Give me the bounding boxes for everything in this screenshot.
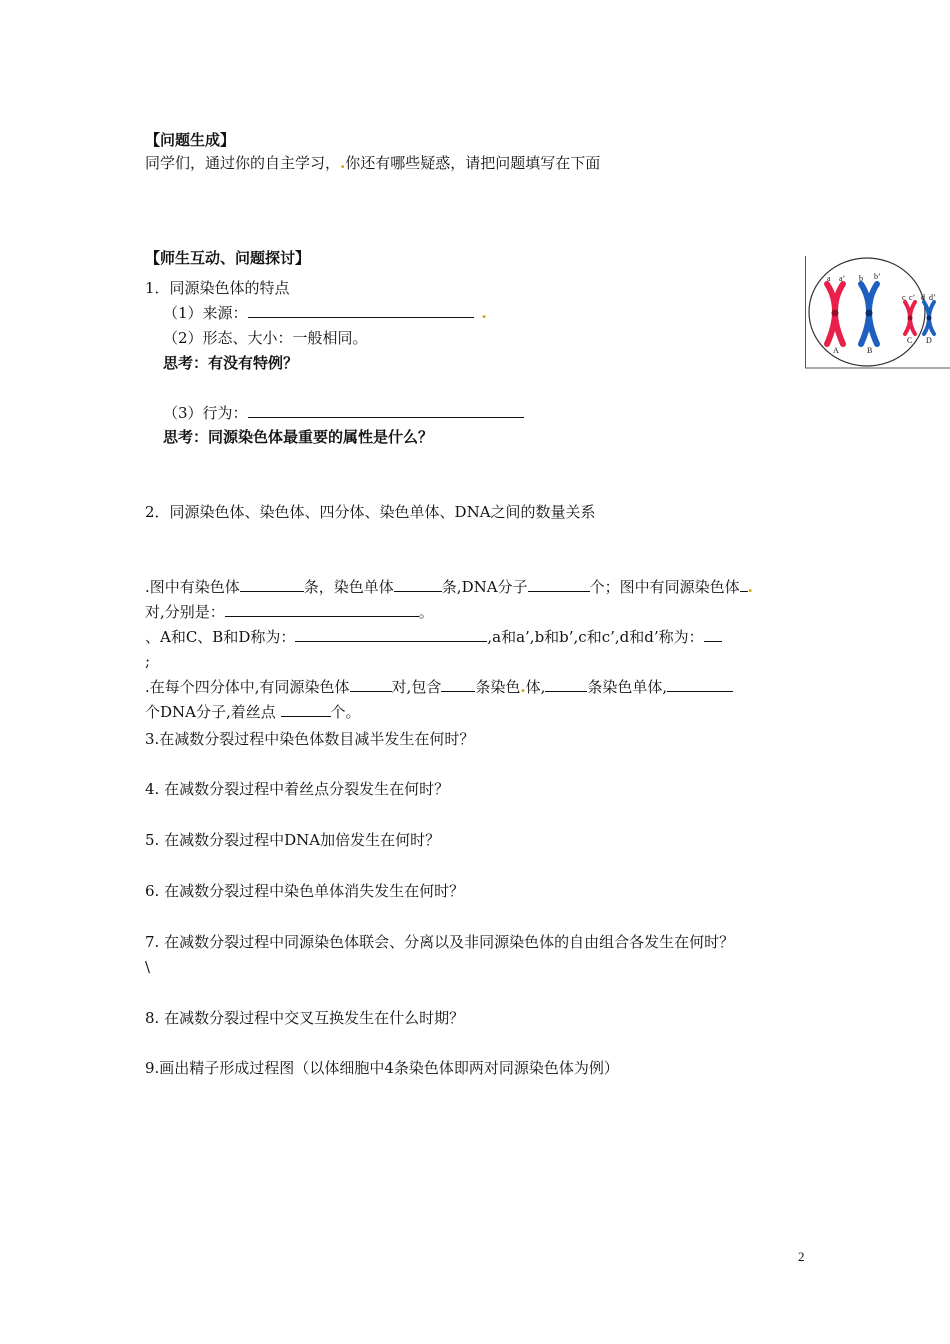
label-C: C [907, 336, 913, 345]
q9: 9.画出精子形成过程图（以体细胞中4条染色体即两对同源染色体为例） [145, 1059, 619, 1077]
q7: 7. 在减数分裂过程中同源染色体联会、分离以及非同源染色体的自由组合各发生在何时？ [145, 933, 735, 951]
answer-blank[interactable] [704, 627, 722, 642]
q1-behavior-line [163, 403, 524, 423]
q1-title: 1．同源染色体的特点 [145, 279, 290, 297]
q1-source-label: （1）来源： [163, 304, 248, 322]
q1-behavior-label: （3）行为： [163, 404, 248, 422]
intro-text-a: 同学们，通过你的自主学习， [145, 154, 341, 172]
label-c-prime: c’ [909, 293, 916, 302]
label-a-prime: a’ [839, 274, 846, 283]
q4: 4. 在减数分裂过程中着丝点分裂发生在何时？ [145, 780, 450, 798]
answer-blank[interactable] [248, 403, 524, 418]
text: 、A和C、B和D称为： [145, 628, 296, 646]
text: 条,DNA分子 [441, 578, 528, 596]
label-c: c [902, 293, 906, 302]
answer-blank[interactable] [295, 627, 487, 642]
q5: 5. 在减数分裂过程中DNA加倍发生在何时？ [145, 831, 441, 849]
label-b: b [859, 274, 863, 283]
answer-blank[interactable] [240, 577, 304, 592]
q6: 6. 在减数分裂过程中染色单体消失发生在何时？ [145, 882, 465, 900]
chromosome-figure [805, 256, 950, 370]
text: 个。 [330, 703, 361, 721]
label-d-prime: d’ [929, 293, 936, 302]
answer-blank[interactable] [394, 577, 442, 592]
answer-blank[interactable] [667, 677, 733, 692]
text: 对,分别是： [145, 603, 225, 621]
answer-blank[interactable] [740, 577, 748, 592]
label-B: B [867, 346, 873, 355]
text: 个DNA分子,着丝点 [145, 703, 281, 721]
page-number: 2 [798, 1249, 805, 1264]
q2-line-3 [145, 627, 722, 647]
text: ,a和a’,b和b’,c和c’,d和d’称为： [487, 628, 704, 646]
chromosome-A [827, 284, 843, 344]
label-a: a [827, 274, 831, 283]
stray-mark: . [520, 678, 526, 696]
q3: 3.在减数分裂过程中染色体数目减半发生在何时？ [145, 730, 475, 748]
section-heading-question-generation: 【问题生成】 [145, 131, 236, 149]
q1-think-1: 思考：有没有特例？ [163, 354, 299, 372]
q2-line-1 [145, 577, 753, 597]
stray-mark: . [340, 154, 346, 172]
text: 个；图中有同源染色体 [589, 578, 740, 596]
text: .在每个四分体中,有同源染色体 [145, 678, 350, 696]
text: 条染色单体, [587, 678, 668, 696]
q2-title: 2．同源染色体、染色体、四分体、染色单体、DNA之间的数量关系 [145, 503, 596, 521]
answer-blank[interactable] [350, 677, 392, 692]
answer-blank[interactable] [545, 677, 587, 692]
answer-blank[interactable] [281, 702, 331, 717]
label-A: A [833, 346, 839, 355]
stray-mark: . [481, 304, 487, 322]
chromosome-D [924, 302, 934, 334]
label-d: d [921, 293, 925, 302]
q2-line-6 [145, 702, 361, 722]
chromosome-B [861, 284, 877, 344]
q1-shape-line: （2）形态、大小：一般相同。 [163, 329, 368, 347]
section-heading-interaction: 【师生互动、问题探讨】 [145, 249, 311, 267]
text: 对,包含 [391, 678, 442, 696]
text: 条染色 [475, 678, 521, 696]
q8: 8. 在减数分裂过程中交叉互换发生在什么时期？ [145, 1009, 465, 1027]
answer-blank[interactable] [225, 602, 419, 617]
label-b-prime: b’ [874, 272, 881, 281]
answer-blank[interactable] [528, 577, 590, 592]
text: 。 [418, 603, 434, 621]
intro-paragraph [145, 153, 600, 173]
q1-source-line [163, 303, 487, 323]
q2-line-5 [145, 677, 733, 697]
chromosome-C [905, 302, 915, 334]
text: .图中有染色体 [145, 578, 240, 596]
label-D: D [926, 336, 932, 345]
q2-line-4: ; [145, 652, 151, 670]
text: 体, [525, 678, 546, 696]
stray-mark: . [747, 578, 753, 596]
text: 条，染色单体 [303, 578, 394, 596]
q1-think-2: 思考：同源染色体最重要的属性是什么？ [163, 428, 434, 446]
q2-line-2 [145, 602, 434, 622]
answer-blank[interactable] [248, 303, 474, 318]
q7-extra-mark: \ [145, 958, 151, 976]
answer-blank[interactable] [441, 677, 475, 692]
intro-text-b: 你还有哪些疑惑，请把问题填写在下面 [345, 154, 601, 172]
